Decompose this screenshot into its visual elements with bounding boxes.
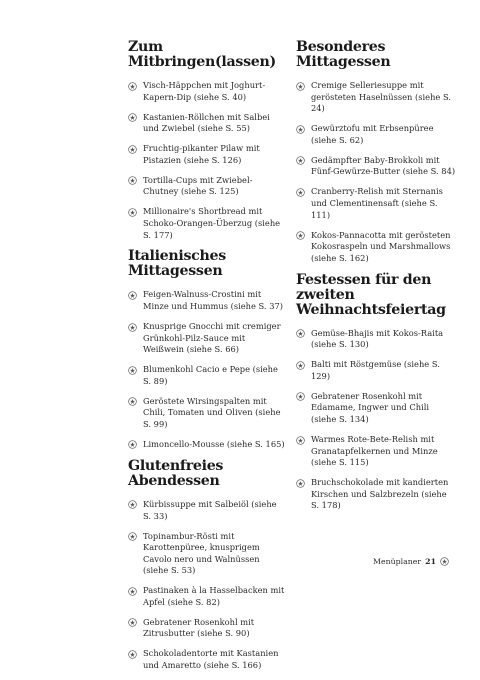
menu-item-text: Bruchschokolade mit kandierten Kirschen und Salzbrezeln (siehe S. 178) — [311, 477, 449, 511]
menu-list — [296, 80, 456, 264]
star-footer-icon — [440, 557, 449, 566]
star-bullet-icon — [128, 650, 137, 659]
star-bullet-icon — [128, 176, 137, 185]
star-bullet-icon — [296, 329, 305, 338]
star-bullet-icon — [128, 440, 137, 449]
star-bullet-icon — [128, 500, 137, 509]
menu-item — [296, 328, 456, 351]
menu-item — [128, 617, 286, 640]
menu-item — [128, 175, 286, 198]
menu-item — [128, 396, 286, 431]
menu-list — [128, 289, 286, 450]
star-bullet-icon — [128, 113, 137, 122]
star-bullet-icon — [296, 156, 305, 165]
menu-item — [128, 531, 286, 577]
star-bullet-icon — [128, 366, 137, 375]
menu-item-text: Gemüse-Bhajis mit Kokos-Raita (siehe S. 130) — [311, 327, 444, 350]
star-bullet-icon — [128, 145, 137, 154]
menu-section-2 — [128, 249, 286, 450]
menu-item — [128, 364, 286, 387]
star-bullet-icon — [296, 392, 305, 401]
star-bullet-icon — [128, 291, 137, 300]
star-bullet-icon — [128, 587, 137, 596]
page-footer — [373, 557, 449, 566]
menu-item — [296, 359, 456, 382]
menu-list — [128, 80, 286, 241]
menu-item-text: Gedämpfter Baby-Brokkoli mit Fünf-Gewürze-Butter (siehe S. 84) — [311, 154, 456, 177]
menu-item — [128, 143, 286, 166]
menu-item — [296, 477, 456, 512]
menu-item-text: Gewürztofu mit Erbsenpüree (siehe S. 62) — [311, 123, 434, 145]
section-title: Italienisches Mittagessen — [128, 248, 226, 280]
menu-item-text: Blumenkohl Cacio e Pepe (siehe S. 89) — [143, 364, 278, 386]
right-column — [296, 40, 456, 520]
menu-section-3 — [128, 459, 286, 672]
menu-item-text: Schokoladentorte mit Kastanien und Amaretto (siehe S. 166) — [143, 648, 279, 671]
menu-item-text: Gebratener Rosenkohl mit Edamame, Ingwer und Chili (siehe S. 134) — [311, 390, 430, 425]
star-bullet-icon — [128, 532, 137, 541]
star-bullet-icon — [296, 479, 305, 488]
section-title: Festessen für den zweiten Weihnachtsfeiertag — [296, 271, 446, 318]
menu-item-text: Balti mit Röstgemüse (siehe S. 129) — [311, 359, 440, 381]
menu-item-text: Topinambur-Rösti mit Karottenpüree, knusprigem Cavolo nero und Walnüssen (siehe S. 53) — [143, 530, 260, 576]
left-column — [128, 40, 286, 680]
menu-item — [296, 186, 456, 221]
star-bullet-icon — [296, 82, 305, 91]
menu-section-1 — [128, 40, 286, 241]
menu-section-4 — [296, 40, 456, 264]
menu-list — [128, 499, 286, 672]
menu-item — [128, 439, 286, 451]
star-bullet-icon — [296, 125, 305, 134]
menu-item — [128, 80, 286, 103]
footer-label: Menüplaner — [373, 557, 422, 566]
menu-item — [296, 155, 456, 178]
menu-item — [296, 230, 456, 265]
star-bullet-icon — [128, 82, 137, 91]
section-title: Glutenfreies Abendessen — [128, 457, 224, 489]
star-bullet-icon — [296, 436, 305, 445]
menu-item — [128, 206, 286, 241]
menu-item — [128, 321, 286, 356]
menu-item — [128, 648, 286, 671]
star-bullet-icon — [296, 231, 305, 240]
menu-item-text: Kürbissuppe mit Salbeiöl (siehe S. 33) — [143, 498, 277, 521]
menu-item-text: Warmes Rote-Bete-Relish mit Granatapfelkernen und Minze (siehe S. 115) — [311, 434, 438, 468]
menu-item — [128, 112, 286, 135]
menu-item-text: Visch-Häppchen mit Joghurt-Kapern-Dip (siehe S. 40) — [143, 80, 266, 102]
star-bullet-icon — [296, 188, 305, 197]
star-bullet-icon — [296, 361, 305, 370]
menu-item-text: Limoncello-Mousse (siehe S. 165) — [143, 438, 285, 449]
menu-item — [128, 585, 286, 608]
star-bullet-icon — [128, 208, 137, 217]
menu-item-text: Kastanien-Röllchen mit Salbei und Zwiebel (siehe S. 55) — [143, 111, 270, 134]
page-number: 21 — [425, 557, 436, 566]
menu-item — [128, 289, 286, 312]
menu-list — [296, 328, 456, 512]
menu-item-text: Millionaire's Shortbread mit Schoko-Orangen-Überzug (siehe S. 177) — [143, 206, 281, 240]
menu-item-text: Cremige Selleriesuppe mit gerösteten Haselnüssen (siehe S. 24) — [311, 80, 451, 114]
menu-item-text: Cranberry-Relish mit Sternanis und Clementinensaft (siehe S. 111) — [311, 186, 443, 220]
menu-item-text: Geröstete Wirsingspalten mit Chili, Tomaten und Oliven (siehe S. 99) — [143, 395, 281, 429]
section-title: Zum Mitbringen(lassen) — [128, 39, 276, 70]
menu-item-text: Pastinaken à la Hasselbacken mit Apfel (siehe S. 82) — [143, 585, 285, 607]
menu-item-text: Fruchtig-pikanter Pilaw mit Pistazien (siehe S. 126) — [143, 143, 260, 165]
menu-item — [296, 123, 456, 146]
star-bullet-icon — [128, 397, 137, 406]
section-title: Besonderes Mittagessen — [296, 39, 391, 70]
menu-section-5 — [296, 273, 456, 512]
star-bullet-icon — [128, 618, 137, 627]
menu-item-text: Kokos-Pannacotta mit gerösteten Kokosraspeln und Marshmallows (siehe S. 162) — [311, 229, 451, 263]
menu-item — [296, 434, 456, 469]
menu-item-text: Gebratener Rosenkohl mit Zitrusbutter (siehe S. 90) — [143, 616, 255, 639]
menu-item-text: Tortilla-Cups mit Zwiebel-Chutney (siehe S. 125) — [143, 174, 253, 197]
menu-item-text: Knusprige Gnocchi mit cremiger Grünkohl-Pilz-Sauce mit Weißwein (siehe S. 66) — [143, 321, 281, 355]
menu-item — [296, 391, 456, 426]
menu-item-text: Feigen-Walnuss-Crostini mit Minze und Hummus (siehe S. 37) — [143, 289, 284, 312]
star-bullet-icon — [128, 323, 137, 332]
menu-item — [128, 499, 286, 522]
menu-item — [296, 80, 456, 115]
